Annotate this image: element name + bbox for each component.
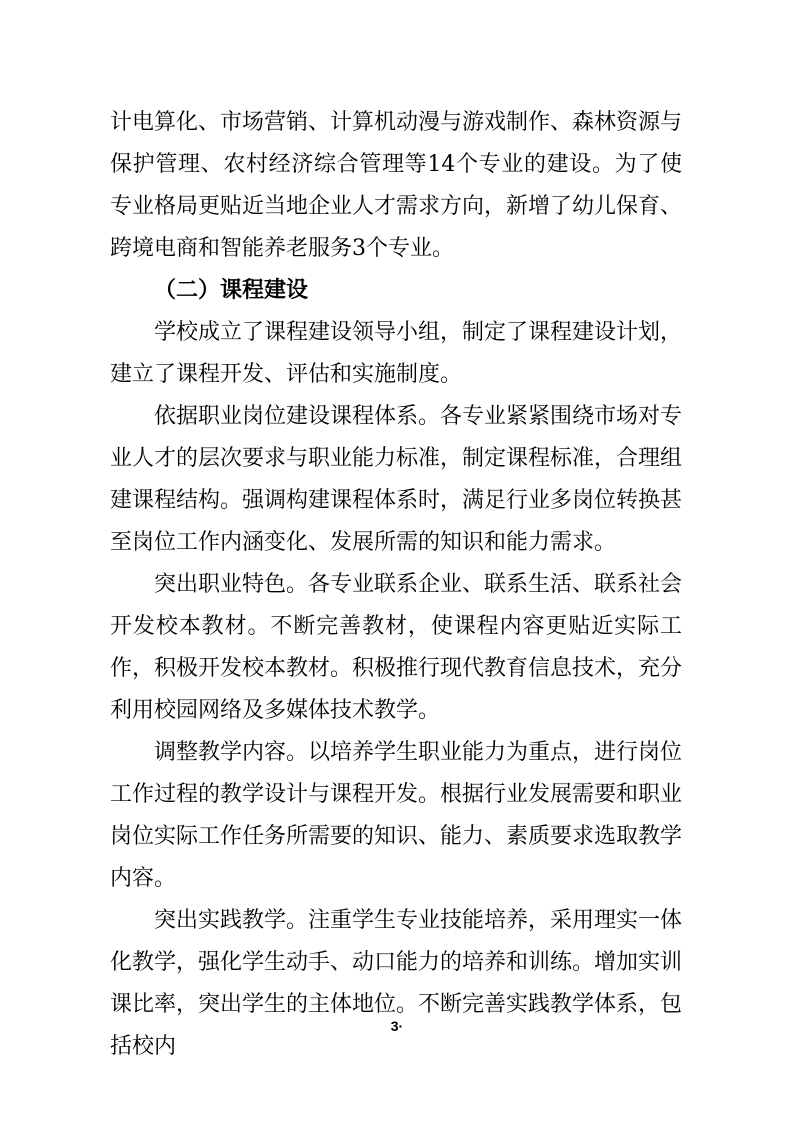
page-number: 3· <box>390 1018 404 1034</box>
paragraph-course-system: 依据职业岗位建设课程体系。各专业紧紧围绕市场对专业人才的层次要求与职业能力标准，制定课程标准，合理组建课程结构。强调构建课程体系时，满足行业多岗位转换甚至岗位工作内涵变化、发展所需的知识和能力需求。 <box>110 404 683 555</box>
paragraph-vocational-features: 突出职业特色。各专业联系企业、联系生活、联系社会开发校本教材。不断完善教材，使课程内容更贴近实际工作，积极开发校本教材。积极推行现代教育信息技术，充分利用校园网络及多媒体技术教学。 <box>110 572 683 723</box>
paragraph-teaching-content: 调整教学内容。以培养学生职业能力为重点，进行岗位工作过程的教学设计与课程开发。根据行业发展需要和职业岗位实际工作任务所需要的知识、能力、素质要求选取教学内容。 <box>110 740 683 891</box>
paragraph-practical-teaching: 突出实践教学。注重学生专业技能培养，采用理实一体化教学，强化学生动手、动口能力的培养和训练。增加实训课比率，突出学生的主体地位。不断完善实践教学体系，包括校内 <box>110 908 683 1059</box>
document-body <box>110 102 682 1068</box>
paragraph-course-leadership: 学校成立了课程建设领导小组，制定了课程建设计划，建立了课程开发、评估和实施制度。 <box>110 320 683 387</box>
paragraph-continued: 计电算化、市场营销、计算机动漫与游戏制作、森林资源与保护管理、农村经济综合管理等14个专业的建设。为了使专业格局更贴近当地企业人才需求方向，新增了幼儿保育、跨境电商和智能养老服务3个专业。 <box>110 110 683 261</box>
section-heading: （二）课程建设 <box>154 278 309 303</box>
